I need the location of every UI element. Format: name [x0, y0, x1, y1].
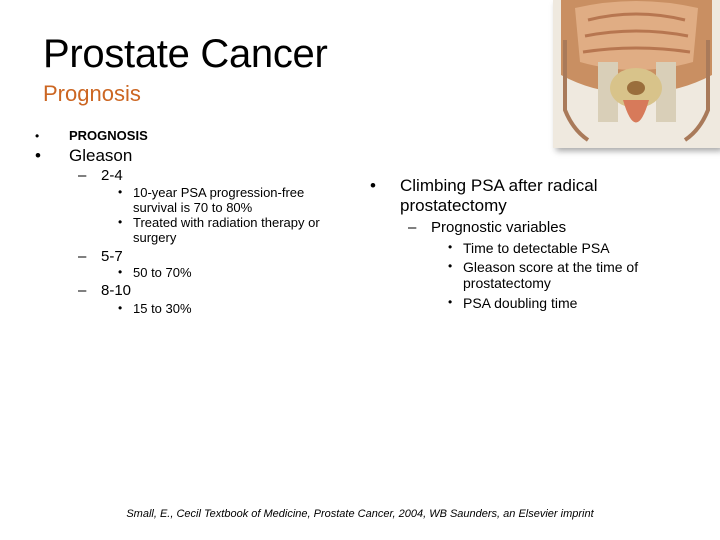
anatomy-image: [553, 0, 720, 148]
prognostic-variables: Prognostic variables: [431, 219, 567, 236]
bullet-icon: •: [35, 146, 41, 165]
citation: Small, E., Cecil Textbook of Medicine, Prostate Cancer, 2004, WB Saunders, an Elsevier imprint: [126, 508, 594, 520]
bullet-icon: •: [370, 176, 376, 195]
gleason-group-5-7: 5-7: [101, 248, 123, 265]
gleason-group-8-10: 8-10: [101, 282, 132, 299]
variable-gleason-score: Gleason score at the time of prostatectomy: [463, 259, 639, 291]
dash-icon: –: [78, 282, 87, 299]
bullet-icon: •: [448, 240, 453, 254]
bullet-icon: •: [118, 185, 123, 199]
dash-icon: –: [408, 219, 417, 236]
variable-time-to-psa: Time to detectable PSA: [463, 240, 610, 256]
prostate-anatomy-illustration: [553, 0, 720, 148]
bullet-icon: •: [118, 301, 123, 315]
gleason-2-4-survival: 10-year PSA progression-free survival is 70 to 80%: [133, 185, 305, 215]
climbing-psa-item: Climbing PSA after radical prostatectomy: [400, 176, 598, 215]
bullet-icon: •: [35, 129, 40, 143]
bullet-icon: •: [118, 215, 123, 229]
bullet-icon: •: [448, 259, 453, 273]
dash-icon: –: [78, 167, 87, 184]
bullet-icon: •: [448, 295, 453, 309]
gleason-2-4-treatment: Treated with radiation therapy or surgery: [133, 215, 320, 245]
variable-psa-doubling: PSA doubling time: [463, 295, 578, 311]
dash-icon: –: [78, 248, 87, 265]
slide-title: Prostate Cancer: [43, 32, 328, 76]
gleason-group-2-4: 2-4: [101, 167, 123, 184]
slide-subtitle: Prognosis: [43, 81, 141, 106]
prognosis-heading: PROGNOSIS: [69, 128, 148, 143]
bullet-icon: •: [118, 265, 123, 279]
gleason-8-10-rate: 15 to 30%: [133, 301, 192, 316]
gleason-item: Gleason: [69, 146, 133, 165]
gleason-5-7-rate: 50 to 70%: [133, 265, 192, 280]
